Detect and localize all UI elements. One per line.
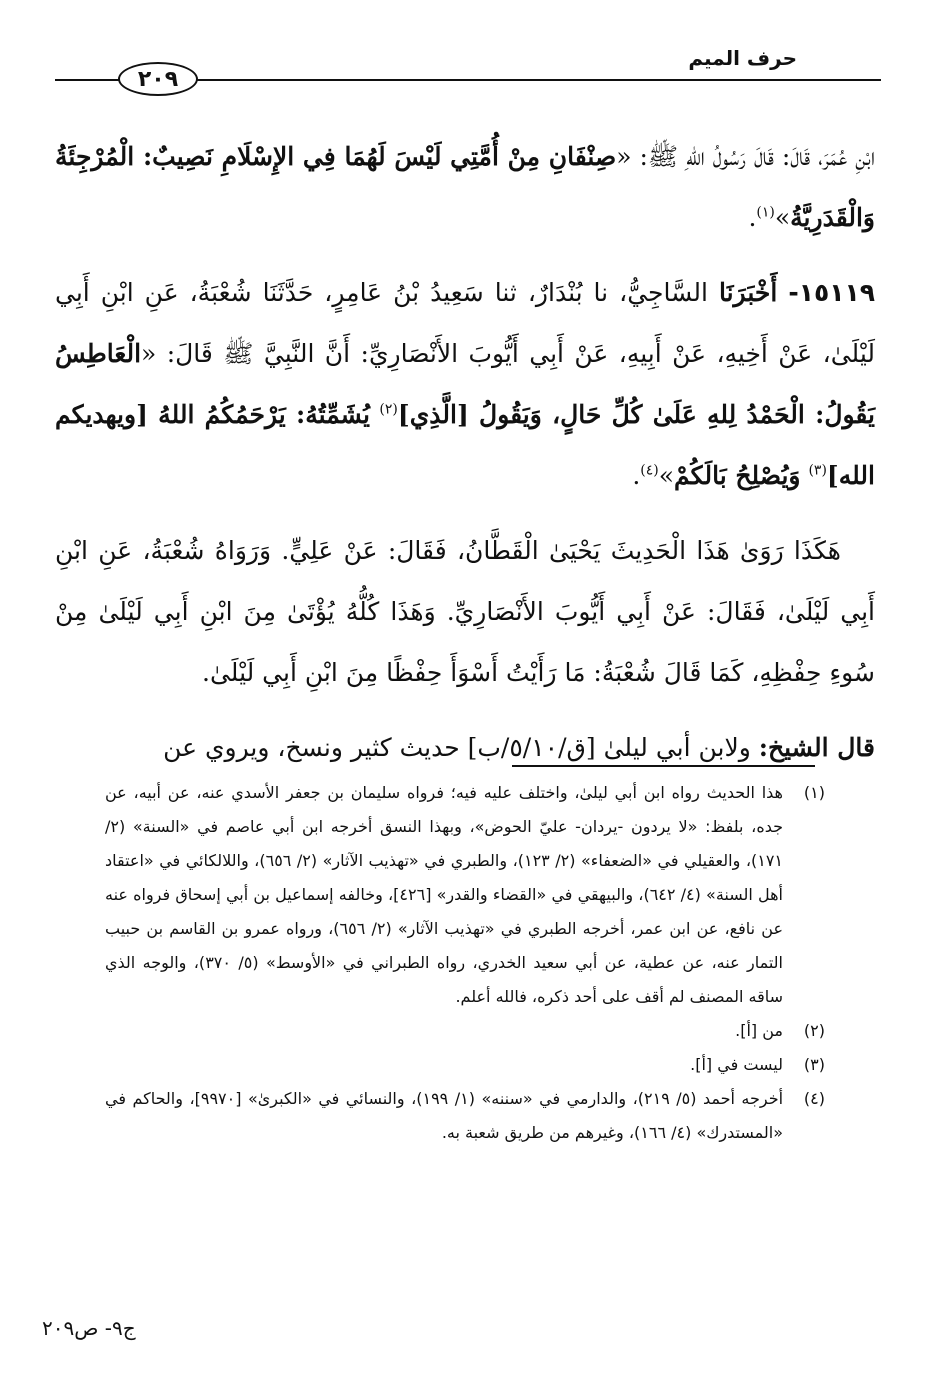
footnote-mark: (٤)	[803, 1089, 825, 1108]
page-number: ٢٠٩	[137, 66, 179, 92]
hadith-text: صِنْفَانِ مِنْ أُمَّتِي لَيْسَ لَهُمَا فِي الإِسْلَامِ نَصِيبٌ: الْمُرْجِئَةُ وَالْقَدَرِيَّةُ	[55, 142, 875, 232]
footnotes	[105, 776, 825, 1150]
footnote-ref-4: (٤)	[640, 462, 659, 479]
footnote-text: أخرجه أحمد (٥/ ٢١٩)، والدارمي في «سننه» (١/ ١٩٩)، والنسائي في «الكبرىٰ» [٩٩٧٠]، والحاكم في «المستدرك» (٤/ ١٦٦)، وغيرهم من طريق شعبة به.	[105, 1089, 784, 1142]
paragraph-commentary: هَكَذَا رَوَىٰ هَذَا الْحَدِيثَ يَحْيَىٰ الْقَطَّانُ، فَقَالَ: عَنْ عَلِيٍّ. وَرَوَاهُ شُعْبَةُ، عَنِ ابْنِ أَبِي لَيْلَىٰ، فَقَالَ: عَنْ أَبِي أَيُّوبَ الأَنْصَارِيِّ. وَهَذَا كُلُّهُ يُؤْتَىٰ مِنَ ابْنِ أَبِي لَيْلَىٰ مِنْ سُوءِ حِفْظِهِ، كَمَا قَالَ شُعْبَةُ: مَا رَأَيْتُ أَسْوَأَ حِفْظًا مِنَ ابْنِ أَبِي لَيْلَىٰ.	[55, 536, 875, 687]
shaykh-text: ولابن أبي ليلىٰ [ق/٥/١٠/ب] حديث كثير ونسخ، ويروي عن	[163, 733, 751, 762]
footnote-text: من [أ].	[735, 1021, 783, 1040]
footnote-ref-3: (٣)	[808, 462, 827, 479]
footnote-text: هذا الحديث رواه ابن أبي ليلىٰ، واختلف عليه فيه؛ فرواه سليمان بن جعفر الأسدي عنه، عن أبيه، عن جده، بلفظ: «لا يردون -يردان- عليّ الحوض»، وبهذا النسق أخرجه ابن أبي عاصم في «السنة» (٢/ ١٧١)، والعقيلي في «الضعفاء» (٢/ ١٢٣)، والطبري في «تهذيب الآثار» (٢/ ٦٥٦)، واللالكائي في «اعتقاد أهل السنة» (٤/ ٦٤٢)، والبيهقي في «القضاء والقدر» [٤٢٦]، وخالفه إسماعيل بن أبي إسحاق فرواه عنه عن نافع، عن ابن عمر، أخرجه الطبري في «تهذيب الآثار» (٢/ ٦٥٦)، ورواه عمرو بن القاسم بن حبيب التمار عنه، عن عطية، عن أبي سعيد الخدري، رواه الطبراني في «الأوسط» (٥/ ٣٧٠)، والوجه الذي ساقه المصنف لم أقف على أحد ذكره، فالله أعلم.	[105, 783, 784, 1006]
footnote-4	[105, 1082, 825, 1150]
shaykh-label: قال الشيخ:	[758, 733, 875, 762]
hadith-text: الْعَاطِسُ يَقُولُ: الْحَمْدُ لِلهِ عَلَىٰ كُلِّ حَالٍ، وَيَقُولُ [الَّذِي]	[55, 339, 875, 429]
hadith-text-cont: يُشَمِّتُهُ: يَرْحَمُكُمُ اللهُ [ويهديكم الله]	[55, 400, 875, 490]
isnad-text: السَّاجِيُّ، نا بُنْدَارٌ، ثنا سَعِيدُ بْنُ عَامِرٍ، حَدَّثَنَا شُعْبَةُ، عَنِ ابْنِ أَبِي لَيْلَىٰ، عَنْ أَخِيهِ، عَنْ أَبِيهِ، عَنْ أَبِي أَيُّوبَ الأَنْصَارِيِّ: أَنَّ النَّبِيَّ ﷺ قَالَ: «	[55, 278, 875, 368]
footnote-mark: (١)	[803, 783, 825, 802]
footnote-3	[105, 1048, 825, 1082]
footnote-2	[105, 1014, 825, 1048]
footnote-ref-2: (٢)	[379, 401, 398, 418]
period: .	[632, 461, 641, 490]
paragraph-shaykh	[55, 717, 875, 778]
page-number-badge	[118, 62, 198, 96]
hadith-number: ١٥١١٩-	[788, 278, 875, 307]
volume-page-signature: ج٩- ص٢٠٩	[42, 1316, 136, 1340]
footnote-1	[105, 776, 825, 1014]
paragraph-hadith-intro	[55, 126, 875, 248]
text-segment: ابْنِ عُمَرَ، قَالَ: قَالَ رَسُولُ اللهِ ﷺ: «	[616, 142, 876, 171]
quote-close: »	[774, 203, 791, 232]
running-title: حرف الميم	[688, 46, 797, 70]
period: .	[748, 203, 757, 232]
footnote-separator	[512, 765, 815, 767]
footnote-ref-1: (١)	[756, 204, 775, 221]
footnote-mark: (٣)	[803, 1055, 825, 1074]
footnote-text: ليست في [أ].	[690, 1055, 783, 1074]
akhbarana-word: أَخْبَرَنَا	[718, 278, 778, 307]
quote-close: »	[658, 461, 675, 490]
main-text	[55, 126, 875, 778]
hadith-text-end: وَيُصْلِحُ بَالَكُمْ	[674, 461, 801, 490]
paragraph-hadith-15119	[55, 262, 875, 506]
footnote-mark: (٢)	[803, 1021, 825, 1040]
